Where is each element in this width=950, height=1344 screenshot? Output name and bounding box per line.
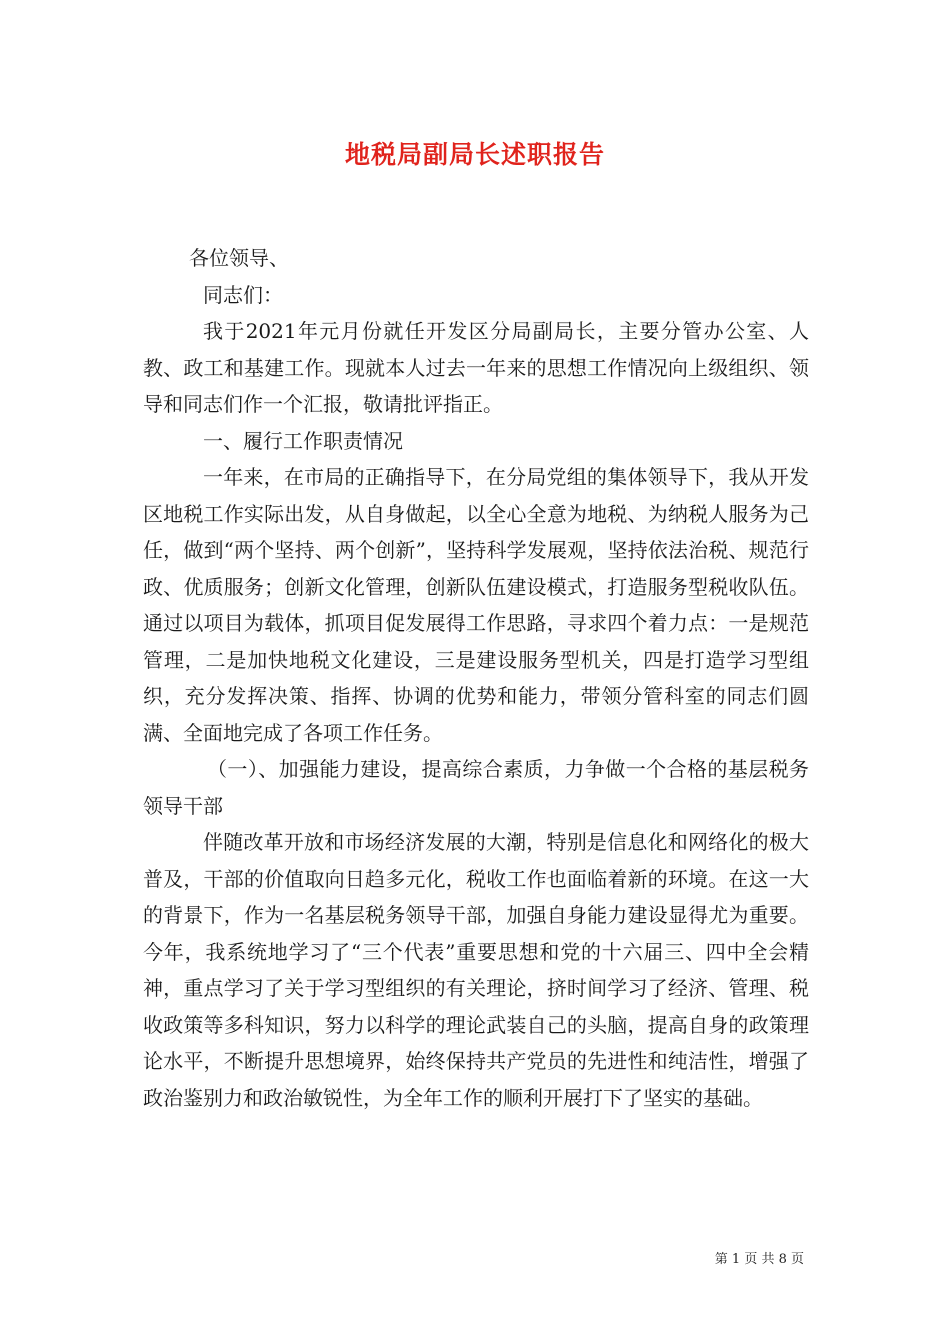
salutation-comrades: 同志们： — [203, 282, 283, 307]
subsection-heading: （一）、加强能力建设，提高综合素质，力争做一个合格的基层税务领导干部 — [143, 757, 809, 818]
document-title: 地税局副局长述职报告 — [344, 140, 605, 169]
page-number: 第 1 页 共 8 页 — [714, 1252, 804, 1267]
salutation-leaders: 各位领导、 — [189, 246, 289, 270]
paragraph-capability: 伴随改革开放和市场经济发展的大潮，特别是信息化和网络化的极大普及，干部的价值取向日趋多元化，税收工作也面临着新的环境。在这一大的背景下，作为一名基层税务领导干部，加强自身能力建设显得尤为重要。今年，我系统地学习了“三个代表”重要思想和党的十六届三、四中全会精神，重点学习了关于学习型组织的有关理论，挤时间学习了经济、管理、税收政策等多科知识，努力以科学的理论武装自己的头脑，提高自身的政策理论水平，不断提升思想境界，始终保持共产党员的先进性和纯洁性，增强了政治鉴别力和政治敏锐性，为全年工作的顺利开展打下了坚实的基础。 — [143, 830, 809, 1110]
paragraph-duties: 一年来，在市局的正确指导下，在分局党组的集体领导下，我从开发区地税工作实际出发，从自身做起，以全心全意为地税、为纳税人服务为己任，做到“两个坚持、两个创新”，坚持科学发展观，坚持依法治税、规范行政、优质服务；创新文化管理，创新队伍建设模式，打造服务型税收队伍。通过以项目为载体，抓项目促发展得工作思路，寻求四个着力点：一是规范管理，二是加快地税文化建设，三是建设服务型机关，四是打造学习型组织，充分发挥决策、指挥、协调的优势和能力，带领分管科室的同志们圆满、全面地完成了各项工作任务。 — [143, 465, 809, 745]
document-body — [143, 240, 809, 1116]
section-heading: 一、履行工作职责情况 — [203, 428, 403, 453]
paragraph-intro: 我于2021年元月份就任开发区分局副局长，主要分管办公室、人教、政工和基建工作。现就本人过去一年来的思想工作情况向上级组织、领导和同志们作一个汇报，敬请批评指正。 — [143, 319, 809, 416]
